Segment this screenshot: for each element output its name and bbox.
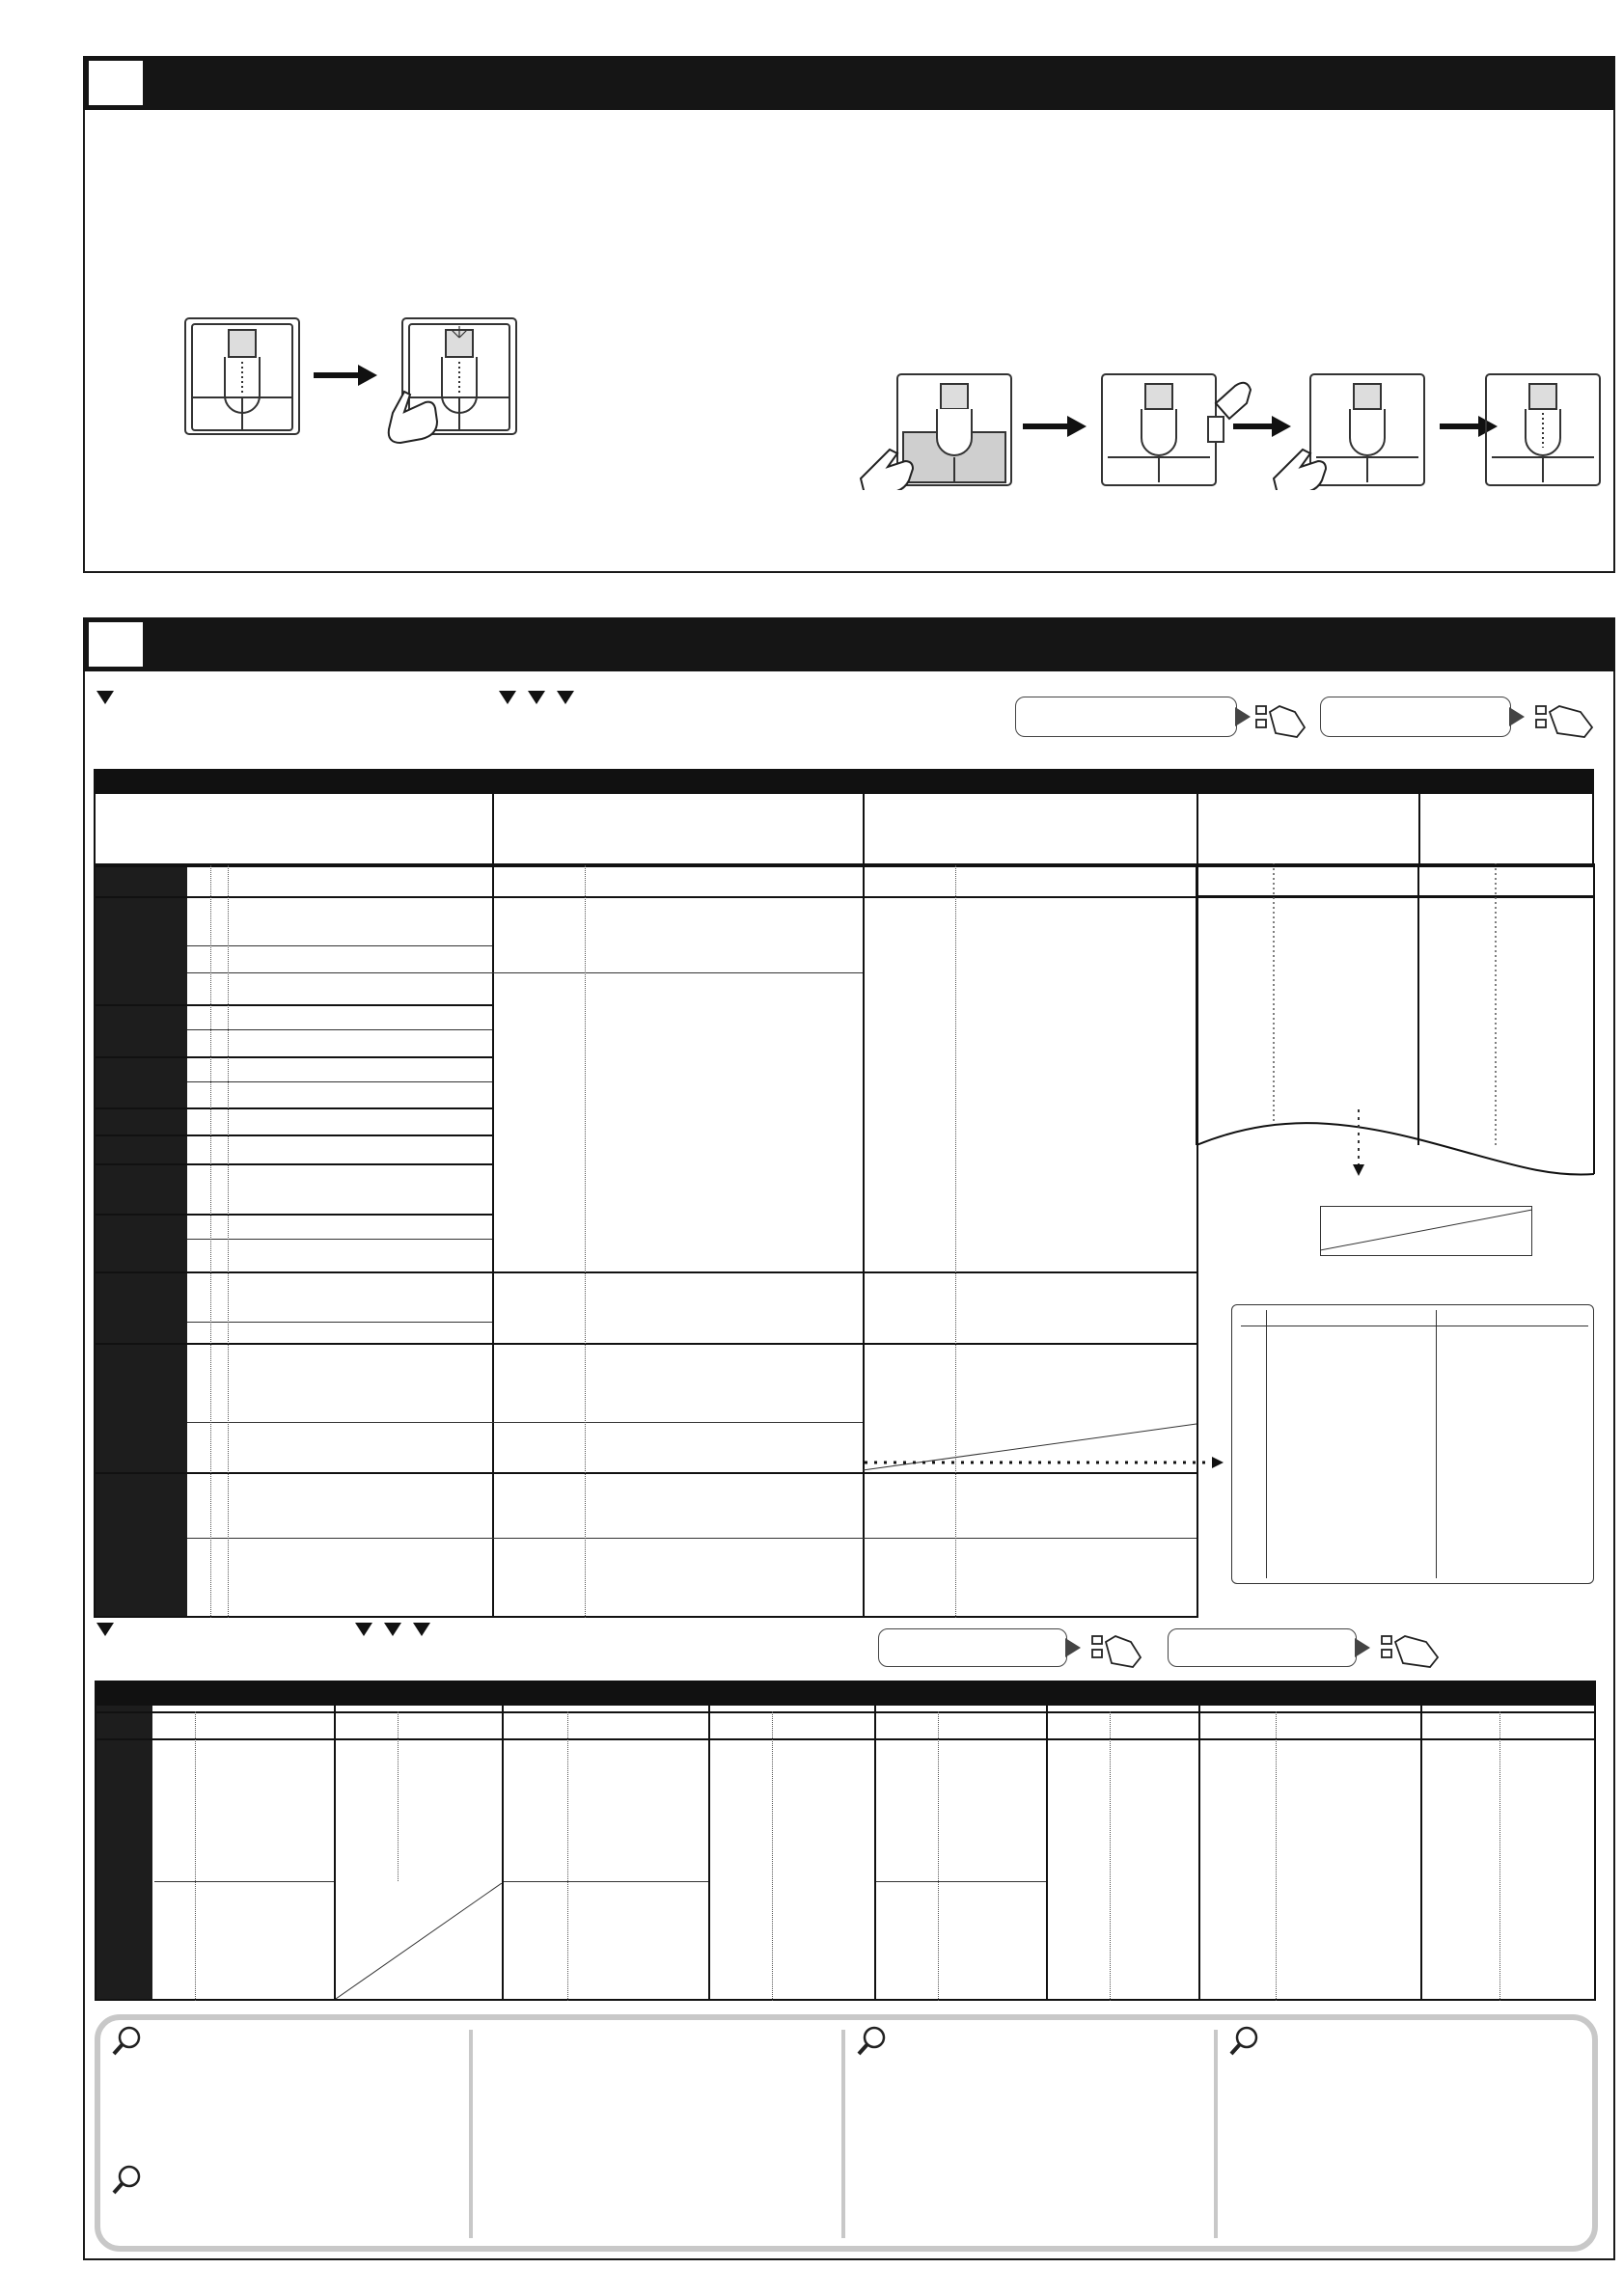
table-1-row-line <box>94 1271 1198 1273</box>
table-2-dotted-divider <box>1276 1711 1277 2001</box>
callout-bubble <box>1168 1628 1357 1667</box>
step-a-illustration <box>179 309 526 453</box>
hand-button-icon <box>1252 698 1308 741</box>
hand-press-icon <box>1274 450 1326 490</box>
table-2-row-line <box>876 1881 1046 1882</box>
section-1-header <box>83 56 1615 110</box>
magnifier-icon <box>110 2163 145 2198</box>
table-2-dotted-divider <box>195 1711 196 2001</box>
table-2-dotted-divider <box>567 1711 568 2001</box>
triangle-down-icon <box>96 1623 114 1636</box>
arrow-right-icon <box>314 365 377 386</box>
table-1-col-divider <box>1418 769 1420 865</box>
table-1-dotted-divider <box>228 865 229 1618</box>
table-2-col-divider <box>708 1681 710 2001</box>
hints-divider <box>469 2030 473 2238</box>
table-1-row-line <box>94 1004 492 1006</box>
table-1-row-line <box>94 1107 492 1109</box>
table-1-col-divider <box>1197 769 1198 865</box>
triangle-down-icon <box>355 1623 372 1636</box>
hints-divider <box>841 2030 845 2238</box>
arrow-right-icon <box>1233 416 1291 437</box>
inset-col-line <box>1436 1310 1437 1578</box>
table-1-row-line <box>94 1472 1198 1474</box>
table-1-outline <box>94 794 1594 865</box>
table-2-dotted-divider <box>772 1711 773 2001</box>
table-2-dotted-divider <box>938 1711 939 2001</box>
table-2-outline <box>95 1681 1596 2001</box>
triangle-down-icon <box>384 1623 401 1636</box>
dotted-arrow-to-inset <box>863 1422 1225 1472</box>
arrow-right-icon <box>1023 416 1087 437</box>
triangle-down-icon <box>557 691 574 704</box>
inset-col-line <box>1266 1310 1267 1578</box>
table-1-row-line <box>187 945 492 946</box>
table-1-row-line <box>187 1422 863 1423</box>
table-1-torn-section <box>1195 863 1596 1191</box>
table-1-row-line <box>94 1343 1198 1345</box>
inset-table <box>1231 1304 1594 1584</box>
triangle-down-icon <box>413 1623 430 1636</box>
table-1-row-line <box>94 1214 492 1216</box>
table-2-row-line <box>154 1881 334 1882</box>
magnifier-icon <box>1227 2024 1262 2059</box>
hand-button-icon <box>1378 1628 1440 1671</box>
callout-bubble <box>1015 697 1237 737</box>
scale-device-icon <box>1102 374 1224 485</box>
table-2-row-line <box>95 1711 1596 1713</box>
scale-device-icon <box>1310 374 1424 485</box>
triangle-down-icon <box>499 691 516 704</box>
triangle-down-icon <box>96 691 114 704</box>
table-2-col-divider <box>1420 1681 1422 2001</box>
table-2-col-divider <box>874 1681 876 2001</box>
slash-line <box>1320 1206 1532 1256</box>
scale-device-icon <box>897 374 1011 485</box>
step-b-illustration <box>849 365 1607 490</box>
triangle-down-icon <box>528 691 545 704</box>
table-1-row-line <box>187 972 863 973</box>
table-2-dotted-divider <box>398 1711 399 1881</box>
callout-tail <box>1235 707 1251 726</box>
table-1-body-outline <box>94 865 1198 1618</box>
scale-device-icon <box>1486 374 1600 485</box>
table-1-row-line <box>187 1081 492 1082</box>
hints-divider <box>1214 2030 1218 2238</box>
table-2-diagonal <box>336 1883 502 2001</box>
table-2-row-line <box>504 1881 708 1882</box>
hints-frame <box>95 2014 1598 2252</box>
table-2-dotted-divider <box>1110 1711 1111 2001</box>
hand-button-icon <box>1088 1628 1144 1671</box>
table-1-row-line <box>187 1538 1197 1539</box>
table-1-dotted-divider <box>955 865 956 1618</box>
table-1-row-line <box>187 1322 492 1323</box>
scale-device-icon <box>185 318 299 434</box>
table-1-row-line <box>94 1163 492 1165</box>
table-1-row-line <box>187 1239 492 1240</box>
table-2-col-divider <box>1198 1681 1200 2001</box>
table-1-dotted-divider <box>210 865 211 1618</box>
magnifier-icon <box>855 2024 890 2059</box>
hand-button-icon <box>1532 698 1594 741</box>
table-2-col-divider <box>1046 1681 1048 2001</box>
hand-press-icon <box>389 392 437 443</box>
table-1-row-line <box>94 1134 492 1136</box>
magnifier-icon <box>110 2024 145 2059</box>
table-2-row-line <box>95 1738 1596 1740</box>
hand-press-icon <box>1216 383 1251 419</box>
callout-tail <box>1509 707 1525 726</box>
table-1-header <box>94 769 1594 794</box>
callout-bubble <box>1320 697 1511 737</box>
callout-bubble <box>878 1628 1067 1667</box>
section-2-number <box>89 622 143 667</box>
table-2-col-divider <box>502 1681 504 2001</box>
arrow-right-icon <box>1440 416 1498 437</box>
table-1-row-line <box>94 1056 492 1058</box>
callout-tail <box>1355 1638 1370 1657</box>
table-1-dotted-divider <box>585 865 586 1618</box>
callout-tail <box>1065 1638 1081 1657</box>
table-1-row-line <box>187 1029 492 1030</box>
section-2-header <box>83 617 1615 671</box>
table-2-dotted-divider <box>1499 1711 1500 2001</box>
section-1-number <box>89 61 143 105</box>
